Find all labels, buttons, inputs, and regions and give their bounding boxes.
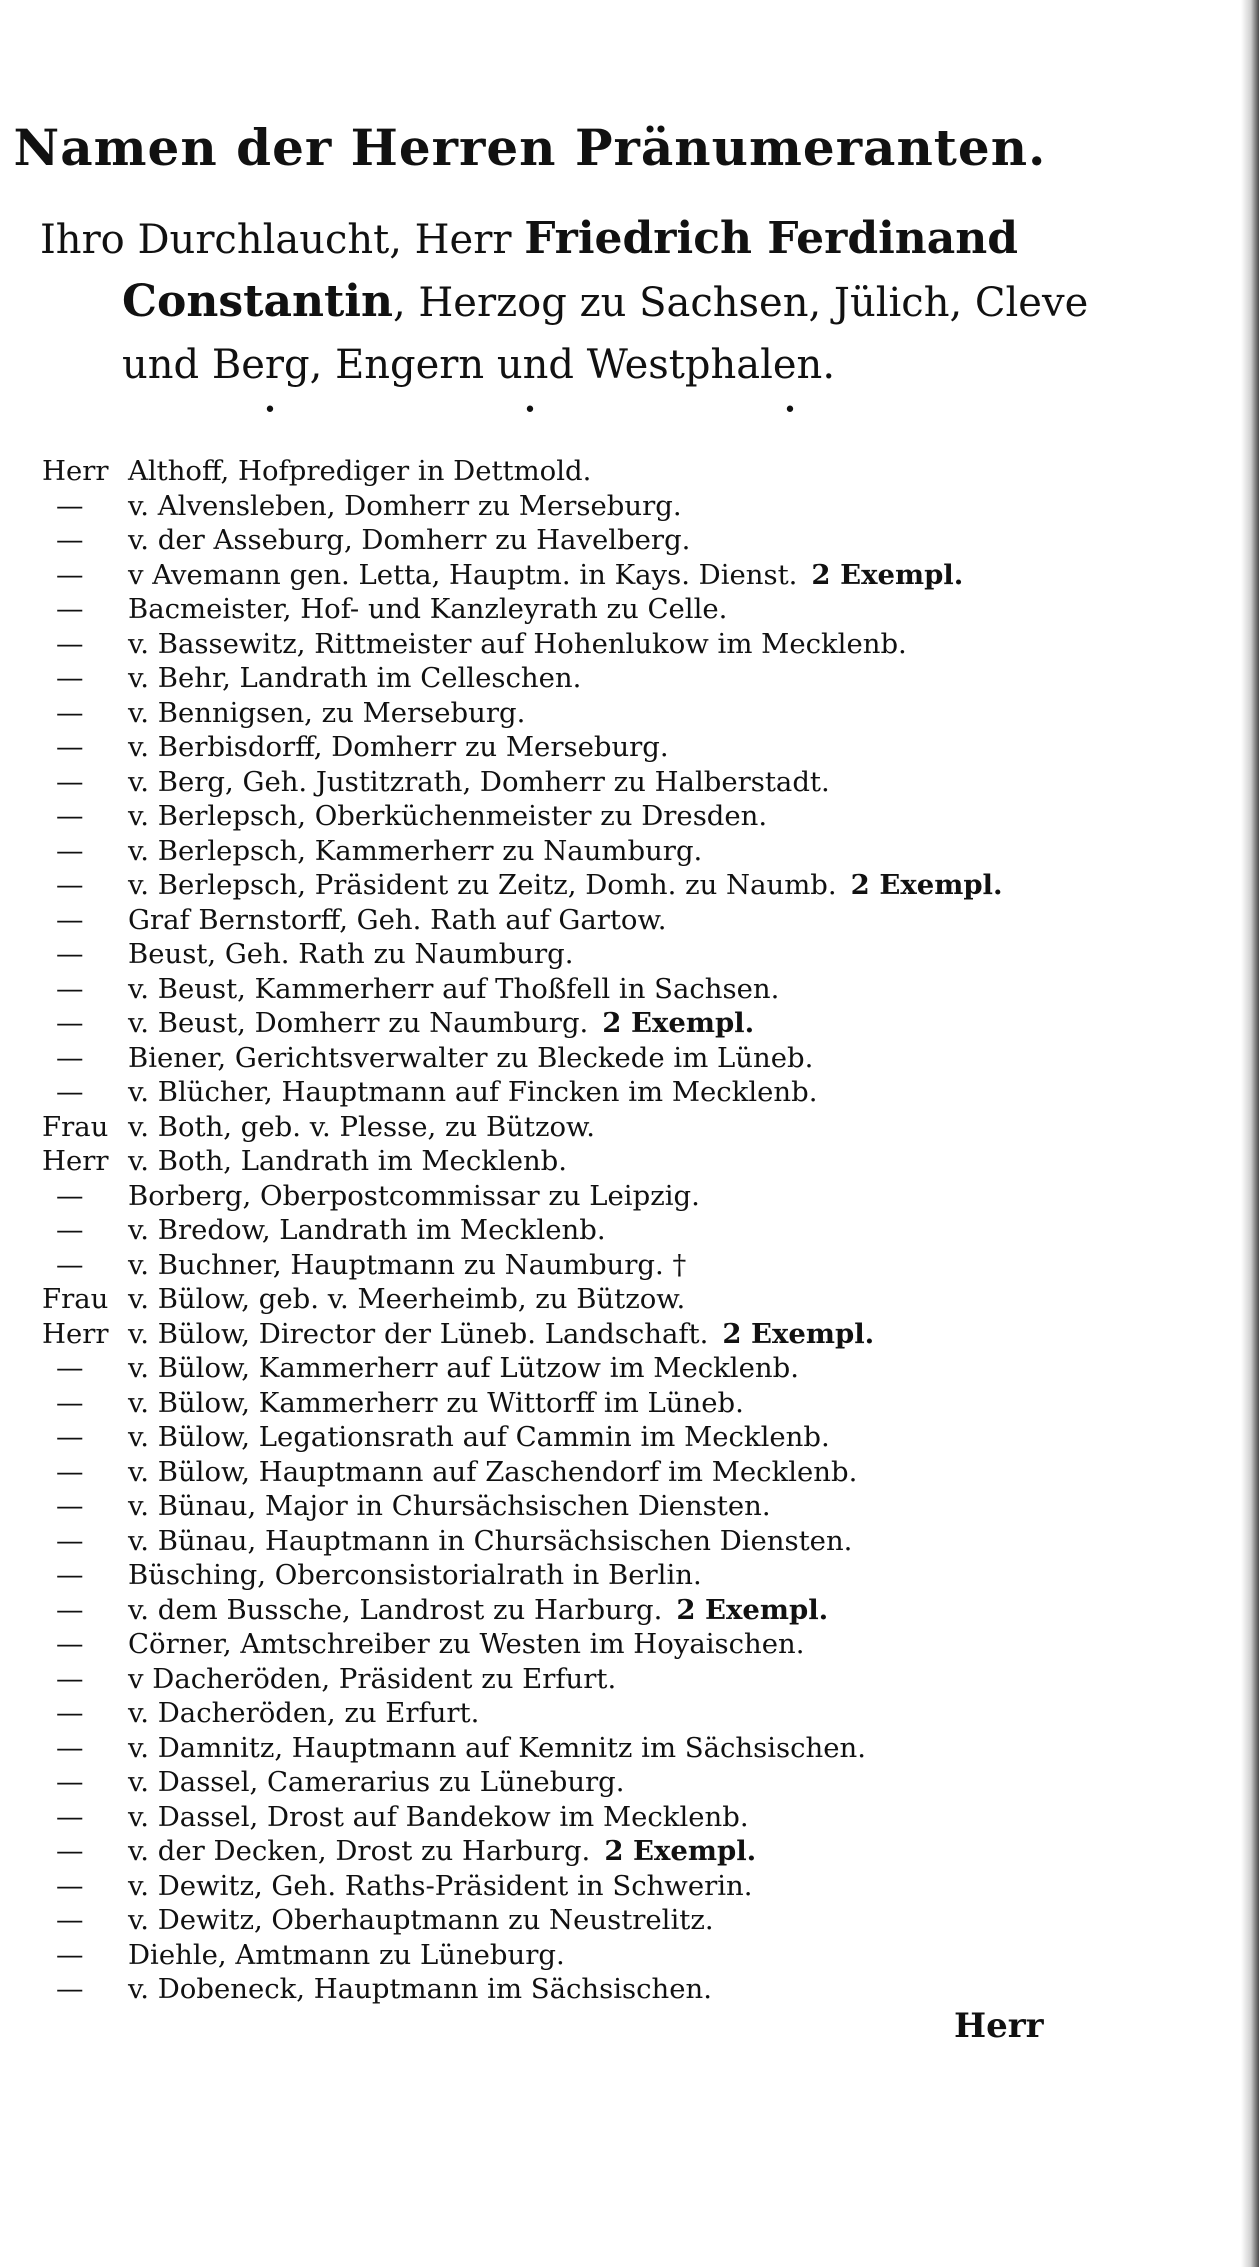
list-item [42,592,1042,627]
entry-prefix: Herr [42,455,109,487]
entry-prefix: — [56,627,82,660]
entry-text: v. Berg, Geh. Justitzrath, Domherr zu Halberstadt. [128,765,830,798]
list-item [42,1869,1042,1904]
list-item [42,1248,1042,1283]
entry-prefix: — [56,1904,82,1936]
entry-text: v. Beust, Kammerherr auf Thoßfell in Sachsen. [128,972,780,1005]
page-title: Namen der Herren Pränumeranten. [13,118,1047,177]
entry-prefix: — [56,869,82,901]
separator-dots: • • • [263,398,917,423]
list-item [42,1903,1042,1938]
entry-text: Büsching, Oberconsistorialrath in Berlin. [128,1559,702,1591]
entry-prefix: — [56,1455,82,1488]
entry-text: v. Bünau, Major in Chursächsischen Diensten. [128,1490,771,1522]
entry-text: v. Bülow, Hauptmann auf Zaschendorf im Mecklenb. [128,1455,858,1488]
entry-text: v. Both, geb. v. Plesse, zu Bützow. [128,1110,596,1143]
entry-prefix: — [56,489,82,522]
entry-prefix: — [56,1248,82,1281]
list-item [42,730,1042,765]
list-item [42,1041,1042,1076]
entry-text: v. Dassel, Drost auf Bandekow im Mecklenb. [128,1800,749,1833]
entry-text: Beust, Geh. Rath zu Naumburg. [128,938,574,970]
entry-text: v Avemann gen. Letta, Hauptm. in Kays. Dienst. [128,558,798,591]
dedication-line-1 [40,208,1040,271]
entry-prefix: — [56,834,82,867]
entry-text: v. der Decken, Drost zu Harburg. [128,1835,591,1867]
entry-prefix: — [56,1731,82,1764]
entry-prefix: — [56,1421,82,1453]
entry-prefix: — [56,558,82,591]
list-item [42,489,1042,524]
entry-prefix: — [56,903,82,936]
list-item [42,1110,1042,1145]
list-item [42,799,1042,834]
list-item [42,1972,1042,2007]
entry-text: Cörner, Amtschreiber zu Westen im Hoyaischen. [128,1628,805,1660]
list-item [42,1696,1042,1731]
entry-prefix: Herr [42,1317,109,1350]
entry-text: Althoff, Hofprediger in Dettmold. [128,455,592,487]
entry-prefix: — [56,972,82,1005]
entry-text: v. Alvensleben, Domherr zu Merseburg. [128,489,682,522]
entry-text: v. Berlepsch, Präsident zu Zeitz, Domh. zu Naumb. [128,869,837,901]
list-item [42,1834,1042,1869]
list-item [42,1662,1042,1697]
list-item [42,1144,1042,1179]
entry-prefix: — [56,1007,82,1039]
list-item [42,661,1042,696]
entry-text: v. Both, Landrath im Mecklenb. [128,1145,568,1177]
list-item [42,868,1042,903]
entry-text: v. Berlepsch, Oberküchenmeister zu Dresden. [128,800,768,832]
entry-prefix: — [56,1973,82,2005]
entry-text: v. Bülow, Kammerherr zu Wittorff im Lüneb. [128,1386,744,1419]
entry-prefix: — [56,1662,82,1695]
entry-text: v. Berlepsch, Kammerherr zu Naumburg. [128,834,703,867]
entry-prefix: — [56,1352,82,1384]
list-item [42,903,1042,938]
list-item [42,1593,1042,1628]
list-item [42,1075,1042,1110]
entry-prefix: — [56,1628,82,1660]
entry-prefix: — [56,1524,82,1557]
entry-text: v. Bennigsen, zu Merseburg. [128,696,526,729]
entry-prefix: — [56,696,82,729]
dedication-line-3: und Berg, Engern und Westphalen. [122,342,836,388]
entry-text: v. Bülow, Kammerherr auf Lützow im Mecklenb. [128,1352,799,1384]
entry-prefix: — [56,1179,82,1212]
entry-text: v. Blücher, Hauptmann auf Fincken im Mecklenb. [128,1076,818,1108]
dedication-honorific: Ihro Durchlaucht, Herr [40,217,525,263]
dedication-name: Friedrich Ferdinand [524,213,1019,264]
list-item [42,1420,1042,1455]
entry-prefix: — [56,1041,82,1074]
entry-text: Bacmeister, Hof- und Kanzleyrath zu Celle. [128,593,728,625]
list-item [42,627,1042,662]
list-item [42,454,1042,489]
list-item [42,1213,1042,1248]
entry-prefix: — [56,1835,82,1867]
list-item [42,1006,1042,1041]
entry-text: v. dem Bussche, Landrost zu Harburg. [128,1593,663,1626]
entry-prefix: — [56,731,82,763]
entry-prefix: — [56,1800,82,1833]
list-item [42,1282,1042,1317]
entry-prefix: — [56,1214,82,1246]
entry-prefix: — [56,1593,82,1626]
entry-copies: 2 Exempl. [850,869,1003,901]
list-item [42,937,1042,972]
list-item [42,1938,1042,1973]
entry-text: v Dacheröden, Präsident zu Erfurt. [128,1662,617,1695]
list-item [42,1558,1042,1593]
list-item [42,972,1042,1007]
entry-text: v. der Asseburg, Domherr zu Havelberg. [128,524,691,556]
dedication-titles: , Herzog zu Sachsen, Jülich, Cleve [392,280,1089,326]
page-edge-shadow [1241,0,1259,2267]
entry-text: v. Bünau, Hauptmann in Chursächsischen Diensten. [128,1524,853,1557]
entry-prefix: — [56,662,82,694]
list-item [42,558,1042,593]
entry-text: v. Damnitz, Hauptmann auf Kemnitz im Sächsischen. [128,1731,866,1764]
list-item [42,1627,1042,1662]
list-item [42,834,1042,869]
entry-prefix: — [56,1697,82,1729]
list-item [42,1524,1042,1559]
entry-text: Borberg, Oberpostcommissar zu Leipzig. [128,1179,700,1212]
list-item [42,523,1042,558]
dedication-line-2 [40,271,1089,334]
entry-text: Diehle, Amtmann zu Lüneburg. [128,1938,565,1971]
entry-text: v. Bülow, Legationsrath auf Cammin im Mecklenb. [128,1421,830,1453]
entry-copies: 2 Exempl. [722,1317,875,1350]
list-item [42,1351,1042,1386]
list-item [42,1317,1042,1352]
catchword: Herr [954,2006,1044,2046]
entry-text: v. Bülow, geb. v. Meerheimb, zu Bützow. [128,1283,686,1315]
entry-text: v. Dewitz, Oberhauptmann zu Neustrelitz. [128,1904,714,1936]
entry-text: v. Dewitz, Geh. Raths-Präsident in Schwerin. [128,1869,753,1902]
list-item [42,1731,1042,1766]
list-item [42,1386,1042,1421]
entry-text: v. Berbisdorff, Domherr zu Merseburg. [128,731,669,763]
entry-text: v. Dassel, Camerarius zu Lüneburg. [128,1766,625,1798]
entry-text: Graf Bernstorff, Geh. Rath auf Gartow. [128,903,667,936]
entry-prefix: — [56,1076,82,1108]
entry-prefix: — [56,524,82,556]
list-item [42,1179,1042,1214]
list-item [42,1800,1042,1835]
entry-text: v. Bassewitz, Rittmeister auf Hohenlukow im Mecklenb. [128,627,907,660]
entry-text: v. Behr, Landrath im Celleschen. [128,662,582,694]
entry-copies: 2 Exempl. [811,558,964,591]
entry-prefix: — [56,1490,82,1522]
entry-prefix: — [56,1869,82,1902]
subscriber-list [42,454,1042,2007]
entry-text: Biener, Gerichtsverwalter zu Bleckede im Lüneb. [128,1041,814,1074]
entry-prefix: Frau [42,1110,109,1143]
entry-prefix: — [56,765,82,798]
entry-prefix: — [56,1938,82,1971]
dedication-name-cont: Constantin [122,276,393,327]
entry-prefix: — [56,800,82,832]
entry-text: v. Dacheröden, zu Erfurt. [128,1697,480,1729]
list-item [42,1489,1042,1524]
entry-prefix: — [56,1766,82,1798]
dedication [40,208,1089,396]
entry-prefix: — [56,1559,82,1591]
entry-copies: 2 Exempl. [604,1835,757,1867]
entry-text: v. Bülow, Director der Lüneb. Landschaft. [128,1317,709,1350]
list-item [42,696,1042,731]
list-item [42,1455,1042,1490]
entry-prefix: — [56,593,82,625]
entry-copies: 2 Exempl. [676,1593,829,1626]
entry-text: v. Bredow, Landrath im Mecklenb. [128,1214,606,1246]
entry-copies: 2 Exempl. [602,1007,755,1039]
entry-text: v. Buchner, Hauptmann zu Naumburg. † [128,1248,687,1281]
entry-text: v. Dobeneck, Hauptmann im Sächsischen. [128,1973,712,2005]
list-item [42,1765,1042,1800]
entry-prefix: — [56,1386,82,1419]
entry-prefix: Herr [42,1145,109,1177]
list-item [42,765,1042,800]
entry-prefix: Frau [42,1283,109,1315]
entry-text: v. Beust, Domherr zu Naumburg. [128,1007,589,1039]
entry-prefix: — [56,938,82,970]
